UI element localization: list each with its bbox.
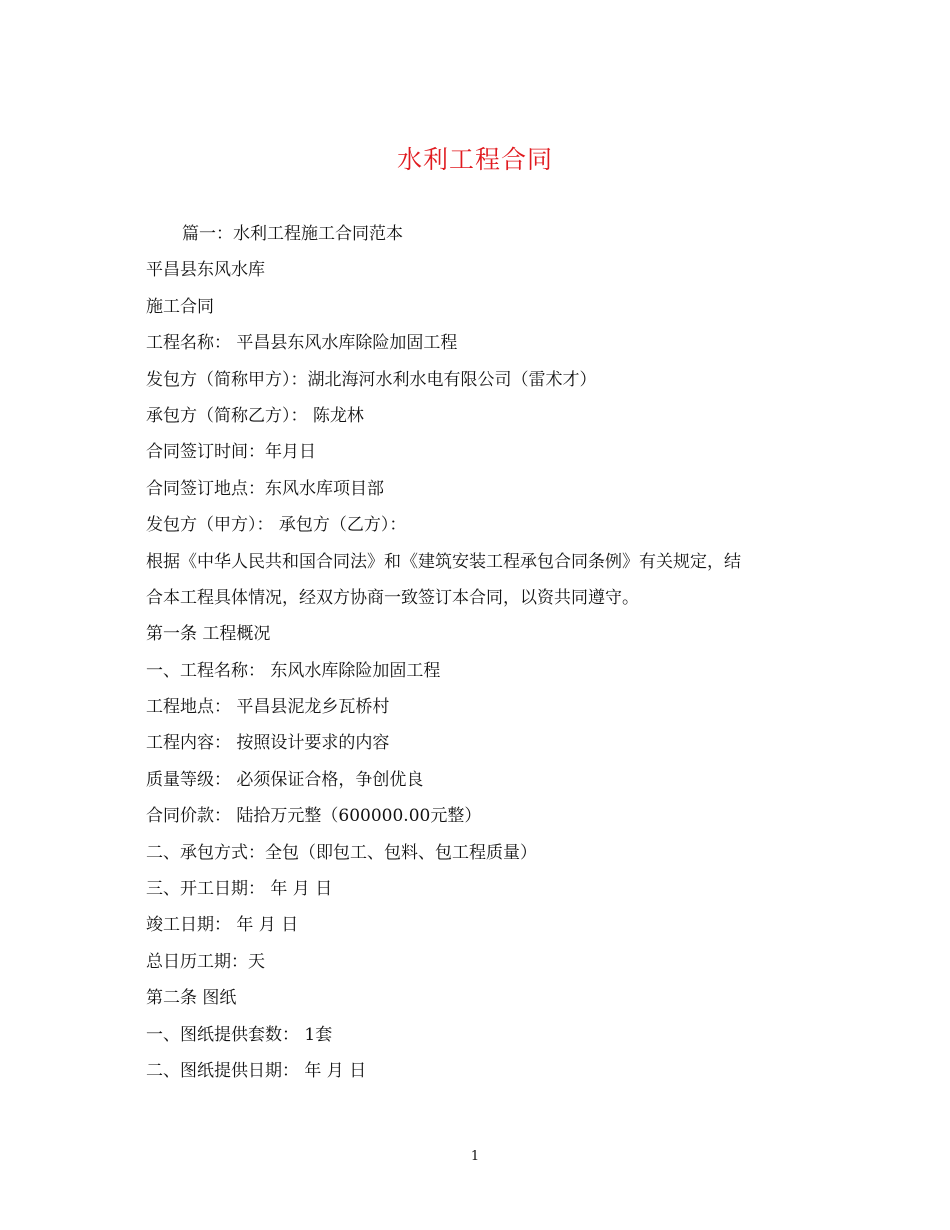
start-date: 三、开工日期： 年 月 日 (146, 879, 333, 900)
document-body (146, 216, 816, 1089)
project-name-line: 工程名称： 平昌县东风水库除险加固工程 (146, 333, 458, 354)
signing-time-line: 合同签订时间：年月日 (146, 442, 316, 463)
drawing-count: 一、图纸提供套数： 1套 (146, 1024, 333, 1045)
contract-price: 合同价款： 陆拾万元整（600000.00元整） (146, 806, 482, 827)
project-name-detail: 一、工程名称： 东风水库除险加固工程 (146, 660, 441, 681)
page-number: 1 (470, 1149, 480, 1164)
signing-place-line: 合同签订地点：东风水库项目部 (146, 478, 384, 499)
parties-line: 发包方（甲方）： 承包方（乙方）： (146, 515, 407, 536)
article-one-heading: 第一条 工程概况 (146, 624, 271, 645)
completion-date: 竣工日期： 年 月 日 (146, 915, 299, 936)
contract-method: 二、承包方式：全包（即包工、包料、包工程质量） (146, 842, 537, 863)
project-location: 工程地点： 平昌县泥龙乡瓦桥村 (146, 697, 390, 718)
party-a-line: 发包方（简称甲方）：湖北海河水利水电有限公司（雷术才） (146, 369, 597, 390)
article-two-heading: 第二条 图纸 (146, 988, 237, 1009)
party-b-line: 承包方（简称乙方）： 陈龙林 (146, 405, 364, 426)
project-content: 工程内容： 按照设计要求的内容 (146, 733, 390, 754)
quality-grade: 质量等级： 必须保证合格，争创优良 (146, 769, 424, 790)
contract-type: 施工合同 (146, 296, 214, 317)
drawing-date: 二、图纸提供日期： 年 月 日 (146, 1060, 367, 1081)
section-heading: 篇一：水利工程施工合同范本 (182, 224, 403, 244)
document-title: 水利工程合同 (396, 145, 553, 174)
total-duration: 总日历工期：天 (146, 951, 265, 972)
preamble-line-1: 根据《中华人民共和国合同法》和《建筑安装工程承包合同条例》有关规定，结 (146, 551, 741, 572)
reservoir-name: 平昌县东风水库 (146, 260, 265, 281)
preamble-line-2: 合本工程具体情况，经双方协商一致签订本合同，以资共同遵守。 (146, 587, 639, 608)
